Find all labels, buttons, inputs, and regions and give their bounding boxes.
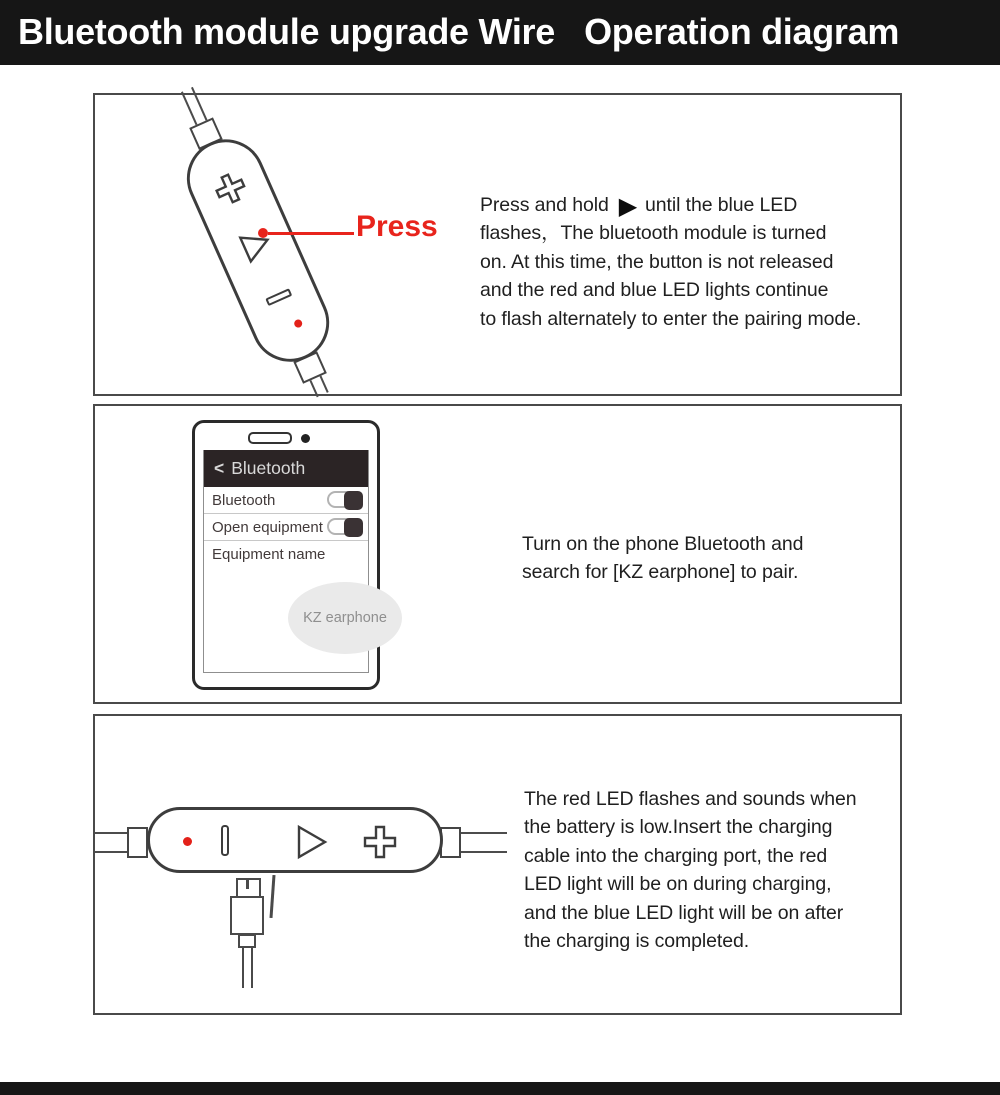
back-chevron-icon: < [214, 458, 225, 478]
panel-phone-step [93, 404, 902, 704]
earphone-wire-left [95, 832, 127, 853]
strain-relief [127, 827, 148, 858]
toggle-knob [344, 518, 363, 537]
instruction-line: on. At this time, the button is not released [480, 250, 834, 273]
phone-instructions [522, 530, 803, 587]
instruction-line: to flash alternately to enter the pairing mode. [480, 307, 862, 330]
usb-plug-body [230, 896, 264, 935]
play-button-icon [292, 823, 330, 861]
led-indicator [293, 318, 304, 329]
usb-plug-tip [236, 878, 261, 898]
pairing-instructions [480, 191, 861, 333]
bluetooth-toggle [327, 491, 363, 508]
instruction-line: flashes，The bluetooth module is turned [480, 222, 827, 245]
instruction-line: the battery is low.Insert the charging [524, 816, 833, 839]
play-button-icon [233, 223, 278, 268]
usb-plug-neck [238, 934, 256, 948]
instruction-line: the charging is completed. [524, 930, 750, 953]
instruction-line: The red LED flashes and sounds when [524, 788, 857, 810]
title-bar [0, 0, 1000, 65]
instruction-line: Turn on the phone Bluetooth and [522, 533, 804, 555]
press-callout-dot [258, 228, 268, 238]
volume-down-icon [265, 288, 292, 306]
instruction-line: Press and hold ▶ until the blue LED [480, 193, 798, 220]
inline-remote-tilted [151, 74, 361, 418]
volume-down-icon [221, 825, 229, 856]
phone-speaker [248, 432, 292, 444]
bluetooth-settings-header [204, 450, 368, 487]
settings-row-open-equipment: Open equipment [204, 514, 368, 541]
press-label: Press [356, 210, 438, 243]
volume-up-icon [362, 824, 398, 860]
bluetooth-settings-title: Bluetooth [231, 458, 306, 478]
phone-camera [301, 434, 310, 443]
press-callout-line [268, 232, 354, 235]
page-title: Bluetooth module upgrade Wire Operation diagram [18, 11, 900, 52]
led-indicator [183, 837, 192, 846]
usb-plug-notch [246, 880, 249, 889]
volume-up-icon [208, 166, 253, 211]
remote-body [174, 127, 341, 374]
device-name-bubble: KZ earphone [288, 582, 402, 654]
instruction-line: LED light will be on during charging, [524, 873, 832, 896]
instruction-line: search for [KZ earphone] to pair. [522, 561, 799, 584]
settings-row-equipment-name: Equipment name [212, 546, 326, 563]
panel-pairing-step [93, 93, 902, 396]
instruction-line: and the blue LED light will be on after [524, 901, 844, 924]
play-triangle-icon: ▶ [618, 193, 638, 220]
strain-relief [440, 827, 461, 858]
charging-port-cover [270, 875, 276, 918]
settings-row-bluetooth: Bluetooth [204, 487, 368, 514]
charging-instructions [524, 785, 857, 955]
instruction-line: cable into the charging port, the red [524, 844, 828, 867]
panel-charging-step [93, 714, 902, 1015]
inline-remote-horizontal [147, 807, 443, 873]
open-equipment-toggle [327, 518, 363, 535]
charging-cable [242, 947, 253, 988]
instruction-line: and the red and blue LED lights continue [480, 279, 829, 302]
earphone-wire-right [461, 832, 507, 853]
toggle-knob [344, 491, 363, 510]
bottom-bar [0, 1082, 1000, 1095]
